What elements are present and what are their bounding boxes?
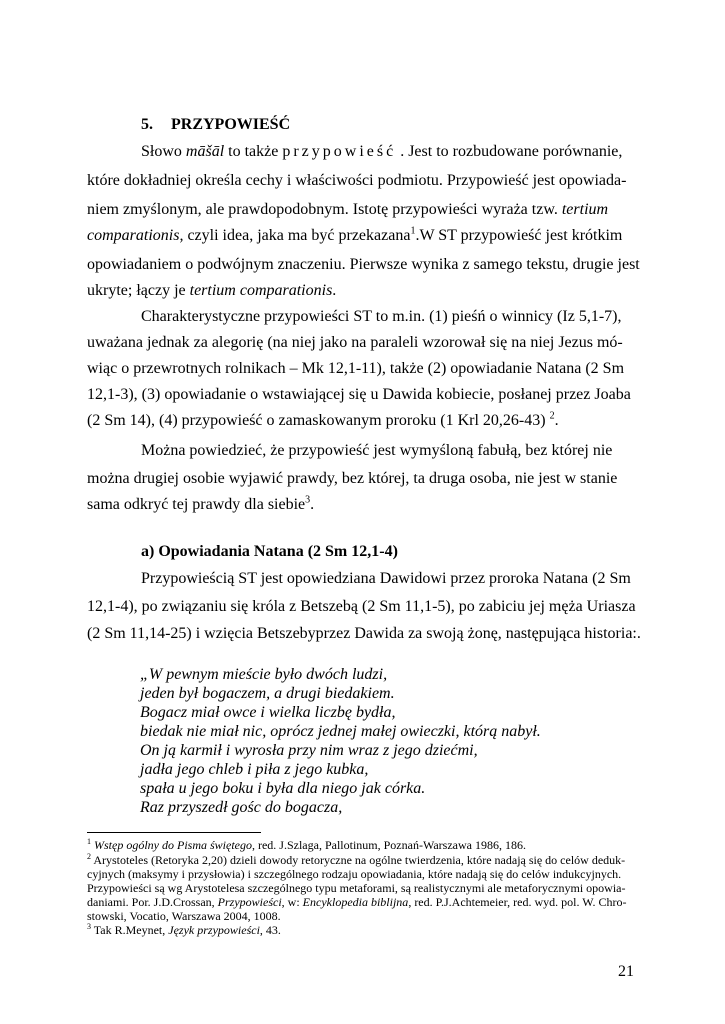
text-line: wiąc o przewrotnych rolnikach – Mk 12,1-11), także (2) opowiadanie Natana (2 Sm (87, 360, 625, 377)
poem-line: jadła jego chleb i piła z jego kubka, (140, 761, 369, 778)
text-line: które dokładniej określa cechy i właściwości podmiotu. Przypowieść jest opowiada- (87, 172, 627, 189)
footnote-2: $^2$ Arystoteles (Retoryka 2,20) dzieli dowody retoryczne na ogólne twierdzenia, które nadają się do celów deduk- (87, 852, 626, 867)
text-line: 12,1-3), (3) opowiadanie o wstawiającej się u Dawida kobiecie, posłanej przez Joaba (87, 386, 631, 403)
poem-line: Raz przyszedł gośc do bogacza, (140, 799, 343, 816)
text-line: sama odkryć tej prawdy dla siebie$^3$. (87, 494, 315, 513)
footnote-separator (87, 832, 261, 833)
poem-line: On ją karmił i wyrosła przy nim wraz z jego dziećmi, (140, 742, 478, 759)
text-line: uważana jednak za alegorię (na niej jako na paraleli wzorował się na niej Jezus mó- (87, 334, 623, 351)
footnote-ref[interactable]: 1 (410, 225, 416, 237)
footnote-text: daniami. Por. J.D.Crossan, Przypowieści, w: Encyklopedia biblijna, red. P.J.Achtemeier, red. wyd. pol. W. Chro- (87, 895, 627, 909)
poem-line: Bogacz miał owce i wielka liczbę bydła, (140, 704, 396, 721)
text-line: Można powiedzieć, że przypowieść jest wymyśloną fabułą, bez której nie (141, 442, 613, 459)
poem-line: „W pewnym mieście było dwóch ludzi, (140, 666, 388, 683)
subsection-heading: a) Opowiadania Natana (2 Sm 12,1-4) (141, 543, 398, 560)
text-line: opowiadaniem o podwójnym znaczeniu. Pierwsze wynika z samego tekstu, drugie jest (87, 256, 640, 273)
footnote-text: stowski, Vocatio, Warszawa 2004, 1008. (87, 909, 281, 923)
footnote-text: Przypowieści są wg Arystotelesa szczególnego typu metaforami, są realistycznymi ale metaforycznymi opowia- (87, 881, 626, 895)
footnote-3: $^3$ Tak R.Meynet, Język przypowieści, 43. (87, 922, 281, 937)
footnote-text: cyjnych (maksymy i przysłowia) i szczególnego rodzaju opowiadania, które nadają się do celów indukcyjnych. (87, 867, 622, 881)
footnote-ref[interactable]: 3 (305, 494, 311, 506)
text-line: comparationis, czyli idea, jaka ma być przekazana$^1$.W ST przypowieść jest krótkim (87, 225, 623, 244)
text-line: (2 Sm 14), (4) przypowieść o zamaskowanym proroku (1 Krl 20,26-43) $^2$. (87, 410, 559, 429)
section-title: PRZYPOWIEŚĆ (171, 116, 291, 133)
text-line: 12,1-4), po związaniu się króla z Betszebą (2 Sm 11,1-5), po zabiciu jej męża Uriasza (87, 598, 636, 615)
text-line: można drugiej osobie wyjawić prawdy, bez której, ta druga osoba, nie jest w stanie (87, 470, 618, 487)
text-line: Charakterystyczne przypowieści ST to m.in. (1) pieśń o winnicy (Iz 5,1-7), (141, 308, 622, 325)
poem-line: biedak nie miał nic, oprócz jednej małej owieczki, którą nabył. (140, 723, 541, 740)
text-line: (2 Sm 11,14-25) i wzięcia Betszebyprzez Dawida za swoją żonę, następująca historia:. (87, 625, 641, 642)
text-line: Przypowieścią ST jest opowiedziana Dawidowi przez proroka Natana (2 Sm (141, 570, 631, 587)
footnote-ref[interactable]: 2 (549, 410, 555, 422)
section-heading (141, 115, 290, 135)
section-number: 5. (141, 116, 153, 133)
text-line: niem zmyślonym, ale prawdopodobnym. Istotę przypowieści wyraża tzw. tertium (87, 201, 609, 218)
poem-line: spała u jego boku i była dla niego jak córka. (140, 780, 426, 797)
poem-line: jeden był bogaczem, a drugi biedakiem. (140, 685, 395, 702)
text-line: Słowo māšāl to także przypowieść . Jest to rozbudowane porównanie, (141, 143, 623, 160)
footnote-1: $^1$ Wstęp ogólny do Pisma świętego, red. J.Szlaga, Pallotinum, Poznań-Warszawa 1986, 186. (87, 837, 526, 852)
text-line: ukryte; łączy je tertium comparationis. (87, 282, 337, 299)
page-number: 21 (618, 963, 634, 980)
